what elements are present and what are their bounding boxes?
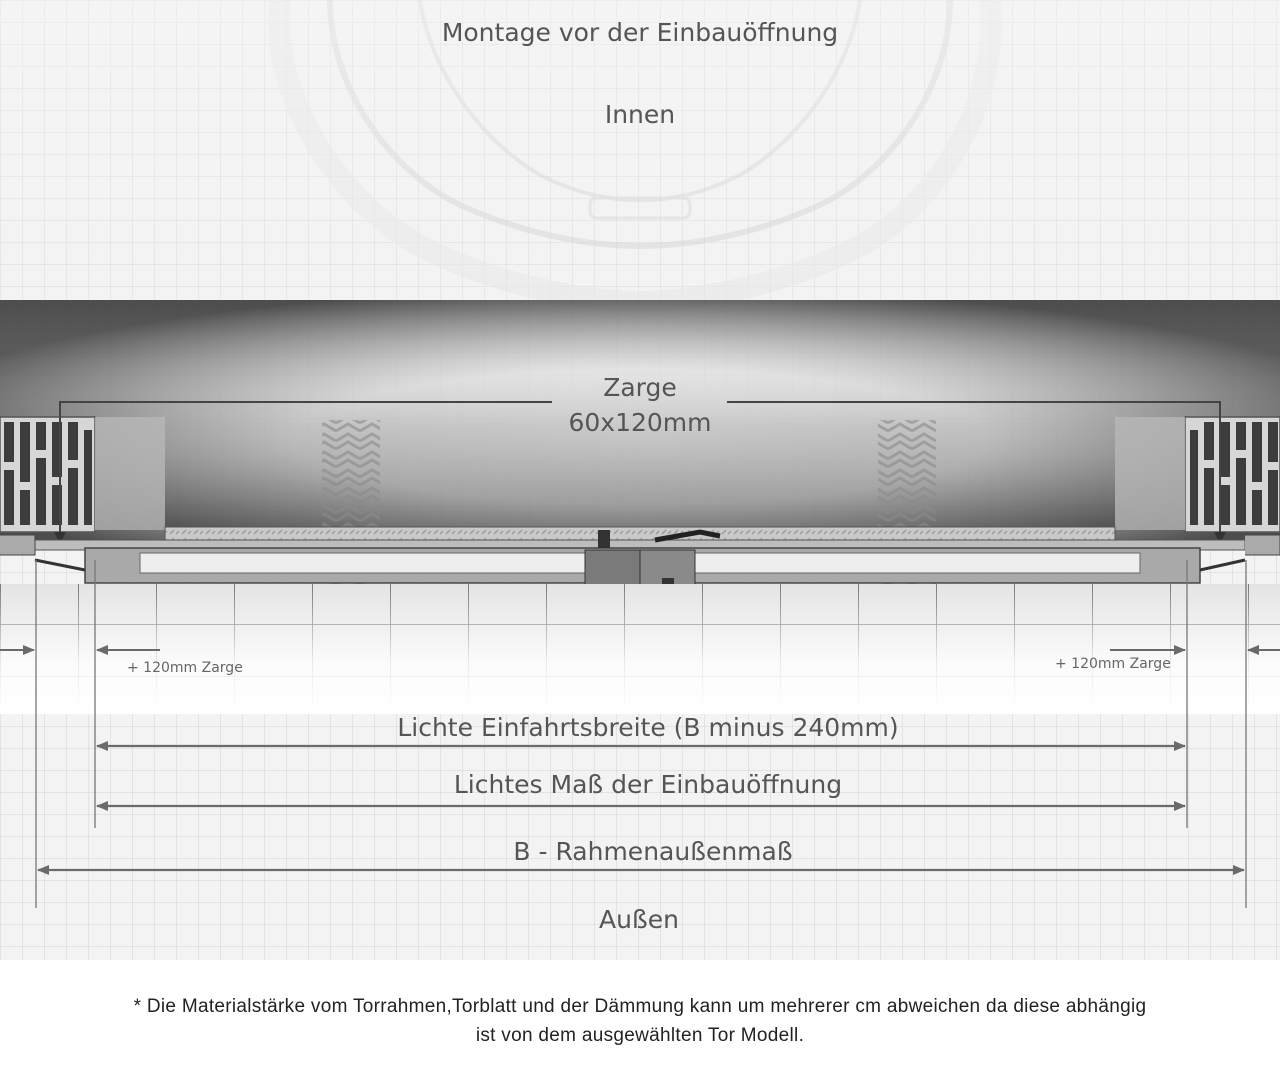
diagram-title: Montage vor der Einbauöffnung [441, 18, 839, 47]
frame-add-right: + 120mm Zarge [1055, 656, 1171, 672]
footnote [0, 992, 1280, 1050]
frame-size: 60x120mm [568, 408, 712, 437]
clear-opening-label: Lichtes Maß der Einbauöffnung [453, 770, 843, 799]
footnote-line-2: ist von dem ausgewählten Tor Modell. [475, 1025, 805, 1046]
frame-name: Zarge [603, 373, 677, 402]
inside-label: Innen [604, 100, 676, 129]
clear-entry-label: Lichte Einfahrtsbreite (B minus 240mm) [397, 713, 899, 742]
frame-outer-label: B - Rahmenaußenmaß [513, 837, 793, 866]
frame-add-left: + 120mm Zarge [127, 660, 243, 676]
outside-label: Außen [599, 905, 679, 934]
outside-floor [0, 584, 1280, 714]
footnote-line-1: * Die Materialstärke vom Torrahmen,Torblatt und der Dämmung kann um mehrerer cm abweichen da diese abhängig [133, 996, 1147, 1017]
frame-label [0, 370, 1280, 440]
